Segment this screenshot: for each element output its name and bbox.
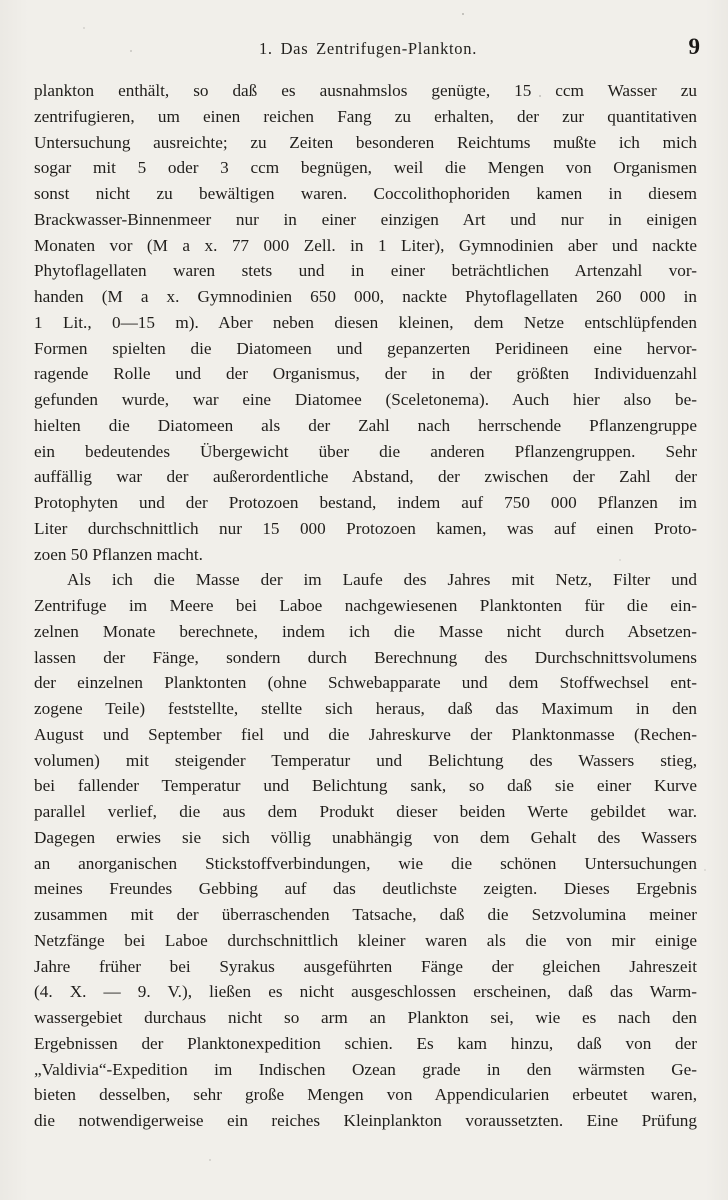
text-line: sonst nicht zu bewältigen waren. Coccolithophoriden kamen in diesem bbox=[34, 184, 697, 203]
text-line: zusammen mit der überraschenden Tatsache, daß die Setzvolumina meiner bbox=[34, 905, 697, 924]
text-line: (4. X. — 9. V.), ließen es nicht ausgeschlossen erscheinen, daß das Warm- bbox=[34, 982, 697, 1002]
text-line: bieten desselben, sehr große Mengen von Appendicularien erbeutet waren, bbox=[34, 1085, 697, 1105]
text-line: an anorganischen Stickstoffverbindungen, wie die schönen Untersuchungen bbox=[34, 853, 697, 873]
text-line: Protophyten und der Protozoen bestand, indem auf 750 000 Pflanzen im bbox=[34, 493, 697, 512]
text-line: Netzfänge bei Laboe durchschnittlich kleiner waren als die von mir einige bbox=[34, 930, 697, 950]
text-line: Dagegen erwies sie sich völlig unabhängig von dem Gehalt des Wassers bbox=[34, 827, 697, 847]
text-line: Ergebnissen der Planktonexpedition schien. Es kam hinzu, daß von der bbox=[34, 1033, 697, 1053]
text-line: ragende Rolle und der Organismus, der in der größten Individuenzahl bbox=[34, 364, 697, 384]
text-line: August und September fiel und die Jahreskurve der Planktonmasse (Rechen- bbox=[34, 724, 697, 744]
text-line: Formen spielten die Diatomeen und gepanzerten Peridineen eine hervor- bbox=[34, 338, 697, 358]
page-header bbox=[34, 34, 702, 64]
text-line: zoen 50 Pflanzen macht. bbox=[34, 544, 203, 564]
paragraph bbox=[34, 78, 697, 567]
text-line: wassergebiet durchaus nicht so arm an Plankton sei, wie es nach den bbox=[34, 1008, 697, 1027]
text-line: handen (M a x. Gymnodinien 650 000, nackte Phytoflagellaten 260 000 in bbox=[34, 287, 697, 306]
text-line: der einzelnen Planktonten (ohne Schwebapparate und dem Stoffwechsel ent- bbox=[34, 673, 697, 693]
text-line: bei fallender Temperatur und Belichtung sank, so daß sie einer Kurve bbox=[34, 776, 697, 796]
text-line: gefunden wurde, war eine Diatomee (Sceletonema). Auch hier also be- bbox=[34, 390, 697, 409]
text-line: ein bedeutendes Übergewicht über die anderen Pflanzengruppen. Sehr bbox=[34, 441, 697, 461]
text-line: hielten die Diatomeen als der Zahl nach herrschende Pflanzengruppe bbox=[34, 415, 697, 435]
text-line: meines Freundes Gebbing auf das deutlichste zeigten. Dieses Ergebnis bbox=[34, 879, 697, 899]
page-number: 9 bbox=[688, 34, 700, 59]
text-line: Jahre früher bei Syrakus ausgeführten Fänge der gleichen Jahreszeit bbox=[34, 956, 697, 976]
text-line: zelnen Monate berechnete, indem ich die Masse nicht durch Absetzen- bbox=[34, 621, 697, 641]
text-line: Liter durchschnittlich nur 15 000 Protozoen kamen, was auf einen Proto- bbox=[34, 518, 697, 538]
text-line: Phytoflagellaten waren stets und in einer beträchtlichen Artenzahl vor- bbox=[34, 261, 697, 281]
text-line: „Valdivia“-Expedition im Indischen Ozean grade in den wärmsten Ge- bbox=[34, 1059, 697, 1079]
text-line: volumen) mit steigender Temperatur und Belichtung des Wassers stieg, bbox=[34, 750, 697, 770]
text-line: zogene Teile) feststellte, stellte sich heraus, daß das Maximum in den bbox=[34, 699, 697, 718]
text-line: Zentrifuge im Meere bei Laboe nachgewiesenen Planktonten für die ein- bbox=[34, 596, 697, 615]
text-line: sogar mit 5 oder 3 ccm begnügen, weil die Mengen von Organismen bbox=[34, 158, 697, 178]
running-title: 1. Das Zentrifugen-Plankton. bbox=[258, 39, 478, 58]
text-line: Als ich die Masse der im Laufe des Jahres mit Netz, Filter und bbox=[67, 570, 697, 590]
text-line: Brackwasser-Binnenmeer nur in einer einzigen Art und nur in einigen bbox=[34, 209, 697, 229]
text-line: parallel verlief, die aus dem Produkt dieser beiden Werte gebildet war. bbox=[34, 802, 697, 821]
text-line: die notwendigerweise ein reiches Kleinplankton voraussetzten. Eine Prüfung bbox=[34, 1111, 697, 1130]
text-line: 1 Lit., 0—15 m). Aber neben diesen kleinen, dem Netze entschlüpfenden bbox=[34, 312, 697, 332]
page-text bbox=[34, 78, 697, 1134]
paragraph bbox=[34, 567, 697, 1134]
text-line: Monaten vor (M a x. 77 000 Zell. in 1 Liter), Gymnodinien aber und nackte bbox=[34, 235, 697, 255]
text-line: Untersuchung ausreichte; zu Zeiten besonderen Reichtums mußte ich mich bbox=[34, 132, 697, 152]
text-line: zentrifugieren, um einen reichen Fang zu erhalten, der zur quantitativen bbox=[34, 106, 697, 126]
text-line: auffällig war der außerordentliche Abstand, der zwischen der Zahl der bbox=[34, 467, 697, 487]
text-line: lassen der Fänge, sondern durch Berechnung des Durchschnittsvolumens bbox=[34, 647, 697, 667]
text-line: plankton enthält, so daß es ausnahmslos genügte, 15 ccm Wasser zu bbox=[34, 81, 697, 100]
